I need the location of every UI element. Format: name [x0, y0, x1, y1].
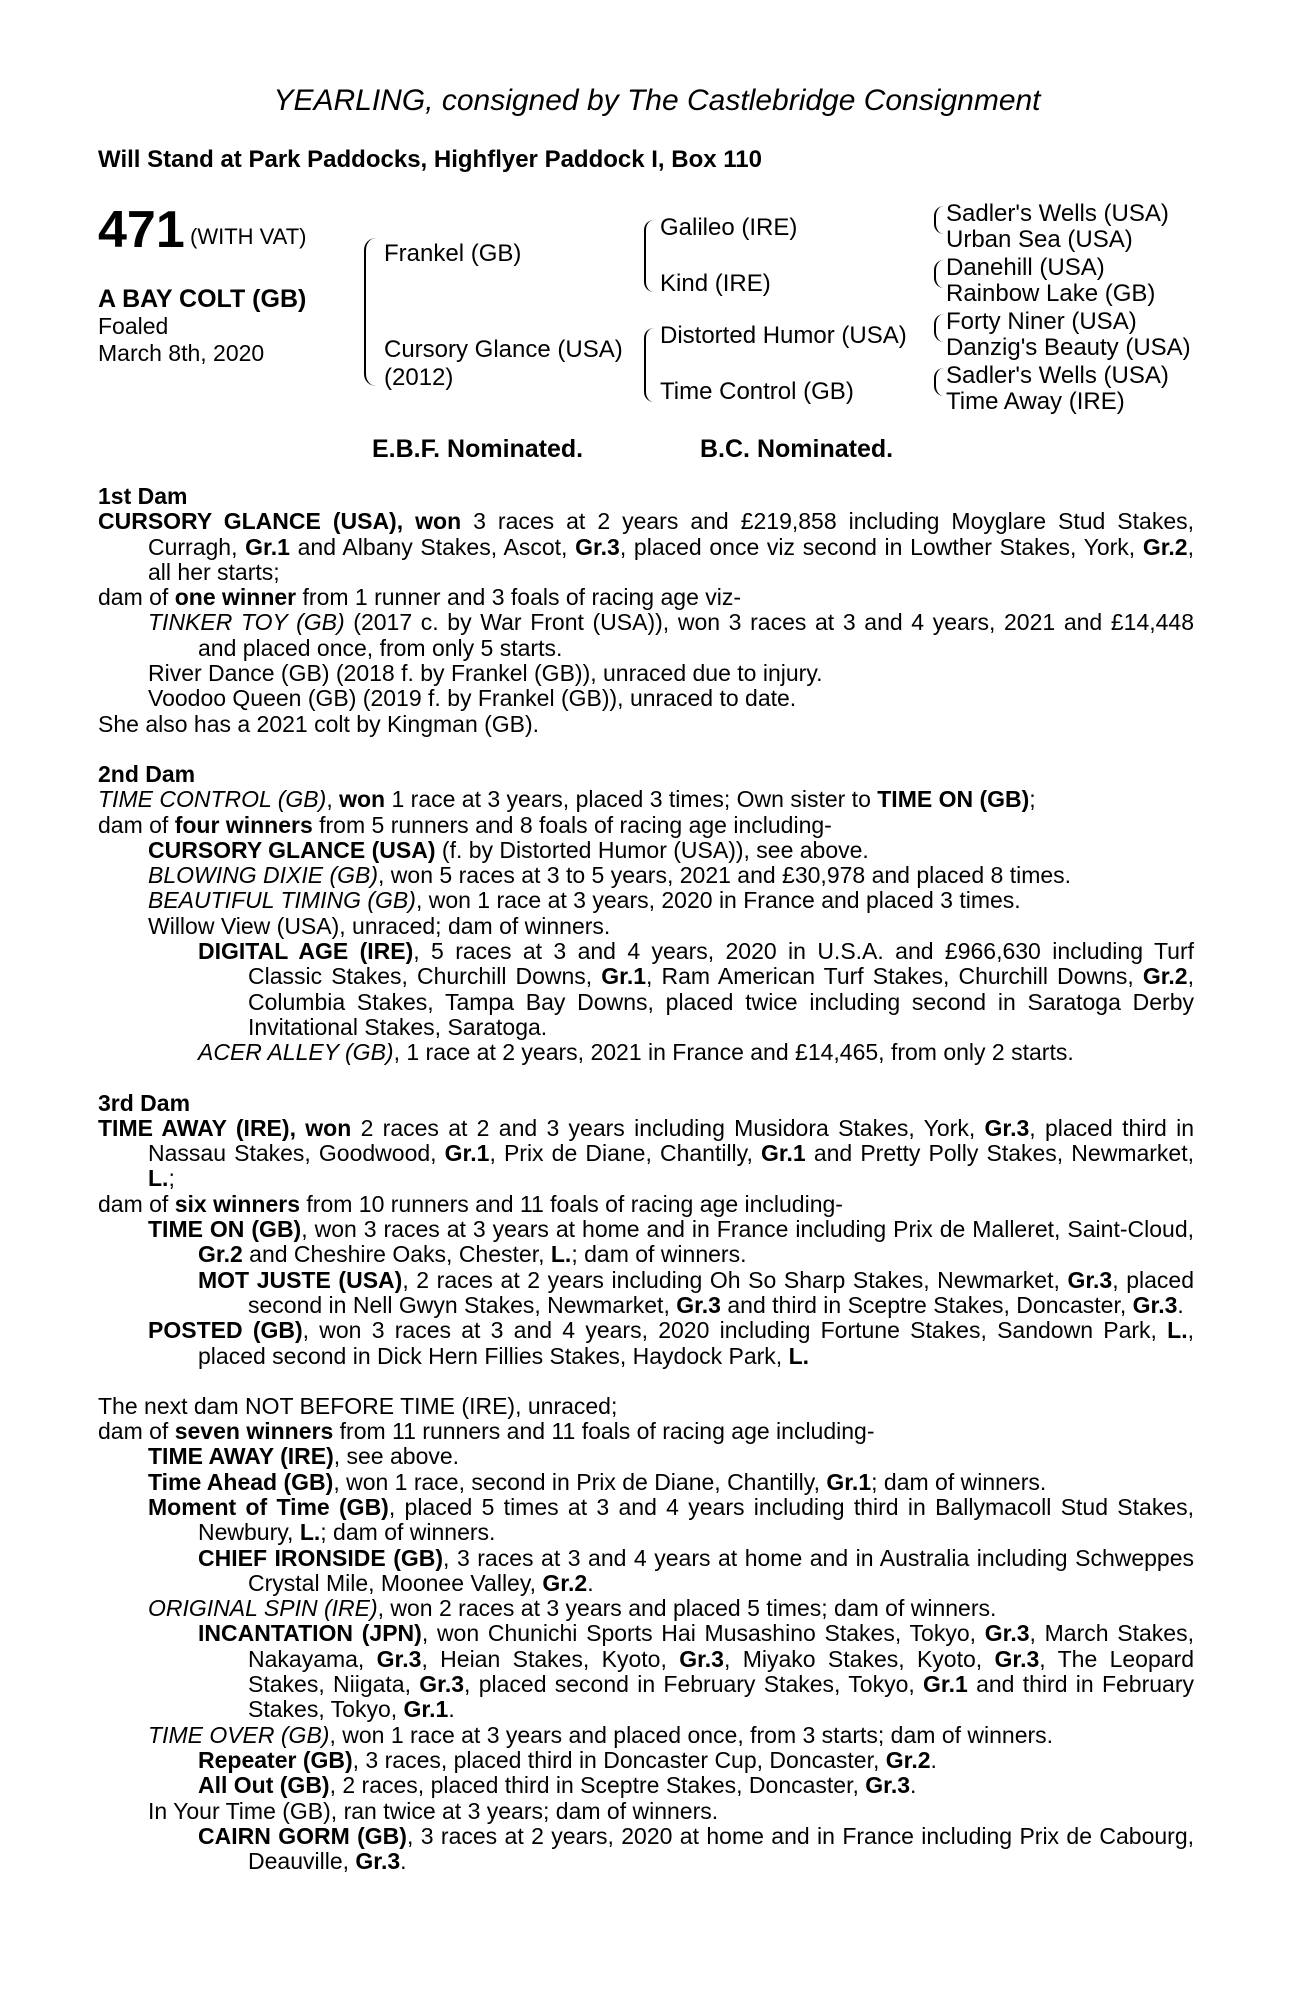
- first-dam-record: CURSORY GLANCE (USA), won 3 races at 2 years and £219,858 including Moyglare Stud Stakes, Curragh, Gr.1 and Albany Stakes, Ascot, Gr.3, placed once viz second in Lowther Stakes, York, Gr.2, all her starts;: [98, 508, 1195, 585]
- next-dam-grandfoal-3: Repeater (GB), 3 races, placed third in Doncaster Cup, Doncaster, Gr.2.: [198, 1746, 937, 1773]
- pedigree-brace-dam: [644, 328, 654, 402]
- next-dam-foal-6: In Your Time (GB), ran twice at 3 years; dam of winners.: [148, 1797, 719, 1824]
- foaled-label: Foaled: [98, 313, 169, 339]
- second-dam-grandfoal-2: ACER ALLEY (GB), 1 race at 2 years, 2021 in France and £14,465, from only 2 starts.: [198, 1039, 1074, 1066]
- second-dam-foal-1: CURSORY GLANCE (USA) (f. by Distorted Humor (USA)), see above.: [148, 836, 869, 863]
- pedigree-brace-main: [364, 238, 376, 386]
- third-dam-grandfoal-1: MOT JUSTE (USA), 2 races at 2 years including Oh So Sharp Stakes, Newmarket, Gr.3, placed second in Nell Gwyn Stakes, Newmarket, Gr.3 and third in Sceptre Stakes, Doncaster, Gr.3.: [198, 1266, 1194, 1318]
- pedigree-brace-g4: [934, 368, 944, 396]
- second-dam-foal-4: Willow View (USA), unraced; dam of winners.: [148, 912, 611, 939]
- pedigree-dam-sire: Distorted Humor (USA): [660, 322, 907, 349]
- pedigree-brace-g1: [934, 206, 944, 234]
- pedigree-dam: Cursory Glance (USA): [384, 336, 623, 363]
- second-dam-grandfoal-1: DIGITAL AGE (IRE), 5 races at 3 and 4 years, 2020 in U.S.A. and £966,630 including Turf Classic Stakes, Churchill Downs, Gr.1, Ram American Turf Stakes, Churchill Downs, Gr.2, Columbia Stakes, Tampa Bay Downs, placed twice including second in Saratoga Derby Invitational Stakes, Saratoga.: [198, 938, 1195, 1040]
- third-dam-produce-summary: dam of six winners from 10 runners and 11 foals of racing age including-: [98, 1190, 843, 1217]
- pedigree-sire: Frankel (GB): [384, 240, 522, 267]
- pedigree-brace-g2: [934, 260, 944, 288]
- pedigree-brace-sire: [644, 220, 654, 292]
- first-dam-foal-1: TINKER TOY (GB) (2017 c. by War Front (USA)), won 3 races at 3 and 4 years, 2021 and £14,448 and placed once, from only 5 starts.: [148, 609, 1194, 661]
- third-dam-foal-2: POSTED (GB), won 3 races at 3 and 4 years, 2020 including Fortune Stakes, Sandown Park, L., placed second in Dick Hern Fillies Stakes, Haydock Park, L.: [148, 1317, 1194, 1369]
- first-dam-heading: 1st Dam: [98, 483, 188, 509]
- first-dam-foal-3: Voodoo Queen (GB) (2019 f. by Frankel (GB)), unraced to date.: [148, 685, 797, 712]
- catalogue-body: [98, 484, 1194, 1874]
- lot-number: 471: [98, 201, 185, 259]
- next-dam-produce-summary: dam of seven winners from 11 runners and 11 foals of racing age including-: [98, 1418, 875, 1445]
- pedigree-dam-year: (2012): [384, 364, 454, 391]
- next-dam-foal-1: TIME AWAY (IRE), see above.: [148, 1443, 460, 1470]
- next-dam-foal-3: Moment of Time (GB), placed 5 times at 3 and 4 years including third in Ballymacoll Stud Stakes, Newbury, L.; dam of winners.: [148, 1493, 1195, 1546]
- second-dam-foal-3: BEAUTIFUL TIMING (GB), won 1 race at 3 years, 2020 in France and placed 3 times.: [148, 887, 1021, 914]
- second-dam-heading: 2nd Dam: [98, 760, 196, 787]
- pedigree-gg4: Rainbow Lake (GB): [946, 280, 1156, 307]
- next-dam-grandfoal-5: CAIRN GORM (GB), 3 races at 2 years, 2020 at home and in France including Prix de Cabourg, Deauville, Gr.3.: [198, 1822, 1195, 1875]
- pedigree-sire-dam: Kind (IRE): [660, 270, 771, 297]
- second-dam-name: TIME CONTROL (GB): [98, 786, 327, 813]
- next-dam-grandfoal-2: INCANTATION (JPN), won Chunichi Sports Hai Musashino Stakes, Tokyo, Gr.3, March Stakes, Nakayama, Gr.3, Heian Stakes, Kyoto, Gr.3, Miyako Stakes, Kyoto, Gr.3, The Leopard Stakes, Niigata, Gr.3, placed second in February Stakes, Tokyo, Gr.1 and third in February Stakes, Tokyo, Gr.1.: [198, 1620, 1195, 1723]
- ebf-nomination: E.B.F. Nominated.: [372, 435, 584, 463]
- first-dam-also: She also has a 2021 colt by Kingman (GB).: [98, 710, 540, 737]
- pedigree-gg1: Sadler's Wells (USA): [946, 200, 1169, 227]
- pedigree-gg2: Urban Sea (USA): [946, 226, 1133, 253]
- first-dam-produce-summary: dam of one winner from 1 runner and 3 foals of racing age viz-: [98, 584, 742, 611]
- next-dam-grandfoal-1: CHIEF IRONSIDE (GB), 3 races at 3 and 4 years at home and in Australia including Schweppes Crystal Mile, Moonee Valley, Gr.2.: [198, 1544, 1195, 1596]
- pedigree-sire-sire: Galileo (IRE): [660, 214, 798, 241]
- third-dam-heading: 3rd Dam: [98, 1089, 191, 1116]
- vat-note: (WITH VAT): [190, 224, 307, 249]
- first-dam-won: won: [415, 508, 462, 535]
- third-dam-name: TIME AWAY (IRE): [98, 1114, 290, 1141]
- catalogue-title: YEARLING, consigned by The Castlebridge Consignment: [273, 84, 1041, 117]
- next-dam-foal-4: ORIGINAL SPIN (IRE), won 2 races at 3 years and placed 5 times; dam of winners.: [148, 1595, 997, 1622]
- next-dam-foal-2: Time Ahead (GB), won 1 race, second in Prix de Diane, Chantilly, Gr.1; dam of winners.: [148, 1468, 1047, 1495]
- second-dam-record: TIME CONTROL (GB), won 1 race at 3 years, placed 3 times; Own sister to TIME ON (GB);: [98, 786, 1036, 813]
- third-dam-record: TIME AWAY (IRE), won 2 races at 2 and 3 years including Musidora Stakes, York, Gr.3, placed third in Nassau Stakes, Goodwood, Gr.1, Prix de Diane, Chantilly, Gr.1 and Pretty Polly Stakes, Newmarket, L.;: [98, 1114, 1195, 1192]
- pedigree-dam-dam: Time Control (GB): [660, 378, 854, 405]
- pedigree-gg3: Danehill (USA): [946, 254, 1105, 281]
- foaled-date: March 8th, 2020: [98, 340, 265, 366]
- next-dam-intro: The next dam NOT BEFORE TIME (IRE), unraced;: [98, 1392, 618, 1419]
- foaled-info: [98, 313, 264, 367]
- pedigree-gg5: Forty Niner (USA): [946, 308, 1137, 335]
- bc-nomination: B.C. Nominated.: [700, 435, 894, 463]
- pedigree-gg6: Danzig's Beauty (USA): [946, 334, 1191, 361]
- next-dam-foal-5: TIME OVER (GB), won 1 race at 3 years and placed once, from 3 starts; dam of winners.: [148, 1721, 1054, 1748]
- first-dam-foal-2: River Dance (GB) (2018 f. by Frankel (GB)), unraced due to injury.: [148, 660, 823, 687]
- stand-location: Will Stand at Park Paddocks, Highflyer Paddock I, Box 110: [98, 146, 762, 173]
- lot-description: A BAY COLT (GB): [98, 285, 307, 313]
- second-dam-produce-summary: dam of four winners from 5 runners and 8 foals of racing age including-: [98, 811, 832, 838]
- second-dam-foal-2: BLOWING DIXIE (GB), won 5 races at 3 to 5 years, 2021 and £30,978 and placed 8 times.: [148, 862, 1072, 889]
- pedigree-gg7: Sadler's Wells (USA): [946, 362, 1169, 389]
- next-dam-grandfoal-4: All Out (GB), 2 races, placed third in Sceptre Stakes, Doncaster, Gr.3.: [198, 1772, 917, 1799]
- pedigree-brace-g3: [934, 314, 944, 342]
- third-dam-foal-1: TIME ON (GB), won 3 races at 3 years at home and in France including Prix de Malleret, Saint-Cloud, Gr.2 and Cheshire Oaks, Chester, L.; dam of winners.: [148, 1216, 1194, 1268]
- pedigree-gg8: Time Away (IRE): [946, 388, 1125, 415]
- first-dam-name: CURSORY GLANCE (USA): [98, 508, 397, 535]
